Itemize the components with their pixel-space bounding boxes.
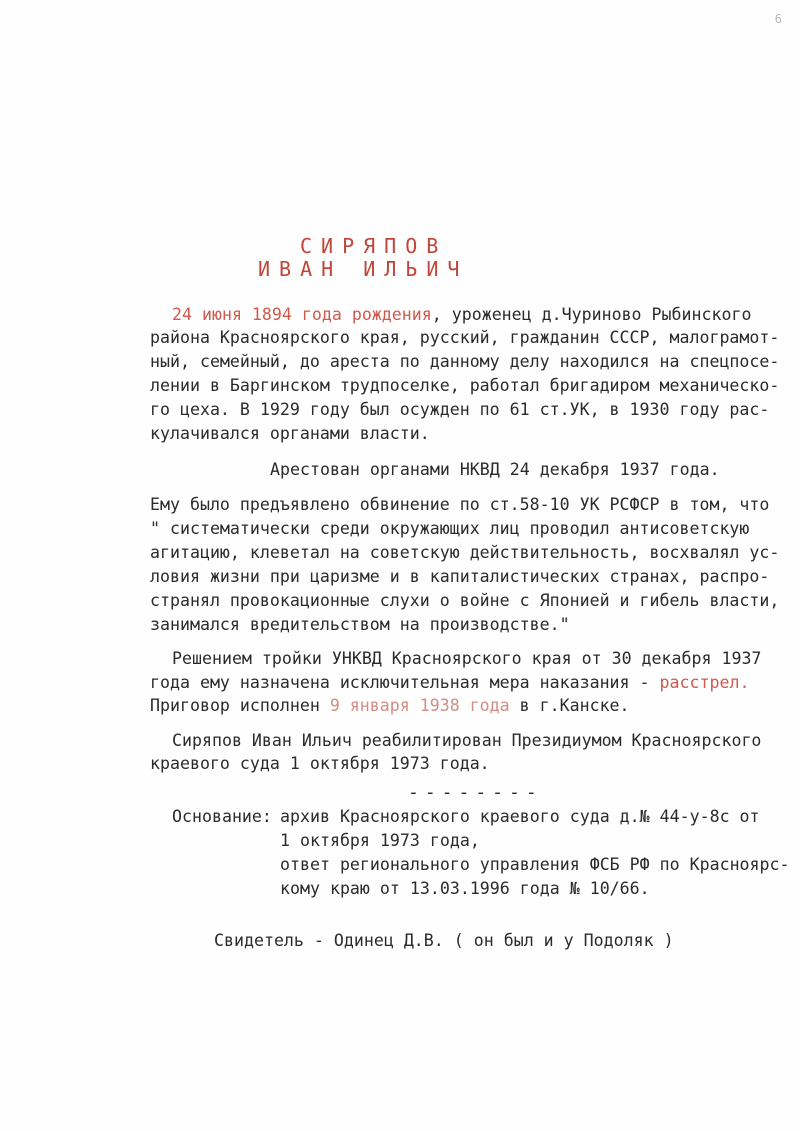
verdict-line-2-start: года ему назначена исключительная мера наказания - <box>150 673 660 692</box>
basis-line-4: кому краю от 13.03.1996 года № 10/66. <box>280 879 650 898</box>
charge-line-6: занимался вредительством на производстве." <box>150 615 570 634</box>
basis-line-1: архив Красноярского краевого суда д.№ 44-у-8с от <box>280 807 760 826</box>
bio-line-3: ный, семейный, до ареста по данному делу находился на спецпосе- <box>150 352 780 371</box>
basis-line-3: ответ регионального управления ФСБ РФ по Красноярс- <box>280 855 790 874</box>
title-surname: СИРЯПОВ <box>300 234 448 258</box>
basis-label: Основание: <box>172 807 272 826</box>
arrest-line: Арестован органами НКВД 24 декабря 1937 года. <box>270 460 720 479</box>
bio-line-6: кулачивался органами власти. <box>150 424 430 443</box>
basis-line-2: 1 октября 1973 года, <box>280 831 480 850</box>
witness-line: Свидетель - Одинец Д.В. ( он был и у Подоляк ) <box>214 931 674 950</box>
charge-line-2: " систематически среди окружающих лиц проводил антисоветскую <box>150 519 750 538</box>
verdict-line-3 <box>150 698 630 715</box>
bio-line-2: района Красноярского края, русский, гражданин СССР, малограмот- <box>150 328 780 347</box>
charge-line-1: Ему было предъявлено обвинение по ст.58-10 УК РСФСР в том, что <box>150 495 770 514</box>
rehab-line-1: Сиряпов Иван Ильич реабилитирован Президиумом Красноярского <box>172 731 762 750</box>
bio-line-4: лении в Баргинском трудпоселке, работал бригадиром механическо- <box>150 376 780 395</box>
rehab-line-2: краевого суда 1 октября 1973 года. <box>150 754 490 773</box>
charge-line-5: странял провокационные слухи о войне с Японией и гибель власти, <box>150 591 780 610</box>
birth-date: 24 июня 1894 года рождения <box>172 305 432 324</box>
separator-dashes: -------- <box>408 782 543 803</box>
execution-date: 9 января 1938 года <box>329 696 510 715</box>
title-name: ИВАН ИЛЬИЧ <box>258 257 469 281</box>
verdict-line-3-start: Приговор исполнен <box>150 696 330 715</box>
verdict-line-2 <box>150 675 749 692</box>
verdict-line-3-end: в г.Канске. <box>509 696 630 715</box>
charge-line-3: агитацию, клеветал на советскую действительность, восхвалял ус- <box>150 543 780 562</box>
charge-line-4: ловия жизни при царизме и в капиталистических странах, распро- <box>150 567 770 586</box>
corner-mark: 6 <box>774 12 782 26</box>
sentence-execution: расстрел. <box>659 673 750 692</box>
bio-line-5: го цеха. В 1929 году был осужден по 61 ст.УК, в 1930 году рас- <box>150 400 770 419</box>
bio-line-1 <box>172 307 751 324</box>
verdict-line-1: Решением тройки УНКВД Красноярского края от 30 декабря 1937 <box>172 649 762 668</box>
bio-line-1-rest: , уроженец д.Чуриново Рыбинского <box>431 305 752 324</box>
